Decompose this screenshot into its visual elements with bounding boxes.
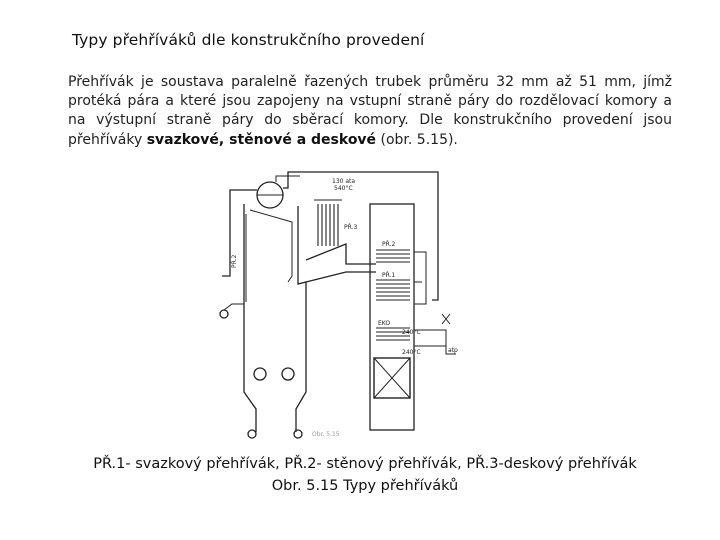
label-pressure: 130 ata bbox=[332, 178, 356, 185]
burner-left bbox=[254, 368, 266, 380]
bottom-header-left bbox=[248, 430, 256, 438]
label-water-in: atp bbox=[448, 347, 458, 354]
coil-bank-pr2 bbox=[376, 250, 410, 262]
label-temp-2: 240°C bbox=[402, 349, 421, 356]
burner-right bbox=[282, 368, 294, 380]
side-pipe bbox=[224, 304, 244, 310]
label-eko: EKO bbox=[378, 320, 391, 327]
label-temp-1: 240°C bbox=[402, 329, 421, 336]
label-pr2: PŘ.2 bbox=[382, 241, 396, 248]
furnace-right-wall bbox=[296, 206, 306, 432]
downcomer-pipe bbox=[222, 190, 257, 276]
label-pr1: PŘ.1 bbox=[382, 272, 396, 279]
label-top-temp: 540°C bbox=[334, 185, 353, 192]
label-pr2-wall: PŘ.2 bbox=[231, 254, 238, 268]
coil-bank-pr1 bbox=[376, 280, 410, 300]
pipe-pr2 bbox=[414, 252, 426, 304]
caption-legend: PŘ.1- svazkový přehřívák, PŘ.2- stěnový přehřívák, PŘ.3-deskový přehřívák bbox=[93, 456, 637, 472]
boiler-diagram-figure bbox=[210, 164, 472, 442]
paragraph-ending: (obr. 5.15). bbox=[376, 131, 458, 148]
main-steam-pipe bbox=[283, 172, 438, 300]
air-heater-cross bbox=[374, 358, 410, 398]
paragraph-emphasis: svazkové, stěnové a deskové bbox=[146, 131, 377, 148]
convection-pass bbox=[370, 204, 414, 430]
body-paragraph bbox=[68, 73, 672, 150]
bottom-header-right bbox=[294, 430, 302, 438]
page-title: Typy přehříváků dle konstrukčního provedení bbox=[72, 31, 425, 49]
figure-caption bbox=[0, 453, 720, 497]
gas-duct bbox=[306, 244, 376, 264]
side-header bbox=[220, 310, 228, 318]
label-pr3: PŘ.3 bbox=[344, 224, 358, 231]
gas-duct-lower bbox=[306, 272, 376, 282]
caption-title: Obr. 5.15 Typy přehříváků bbox=[271, 478, 459, 494]
paragraph-text: Přehřívák je soustava paralelně řazených trubek průměru 32 mm až 51 mm, jímž protéká pára a které jsou zapojeny na vstupní straně páry do rozdělovací komory a na výstupní straně páry do sběrací komory. Dle konstrukčního provedení jsou přehříváky bbox=[68, 74, 672, 148]
valve-icon bbox=[442, 314, 450, 324]
wall-superheater bbox=[250, 210, 292, 282]
boiler-diagram bbox=[210, 164, 472, 442]
label-source: Obr. 5.15 bbox=[312, 431, 340, 438]
panel-superheater bbox=[314, 200, 342, 246]
